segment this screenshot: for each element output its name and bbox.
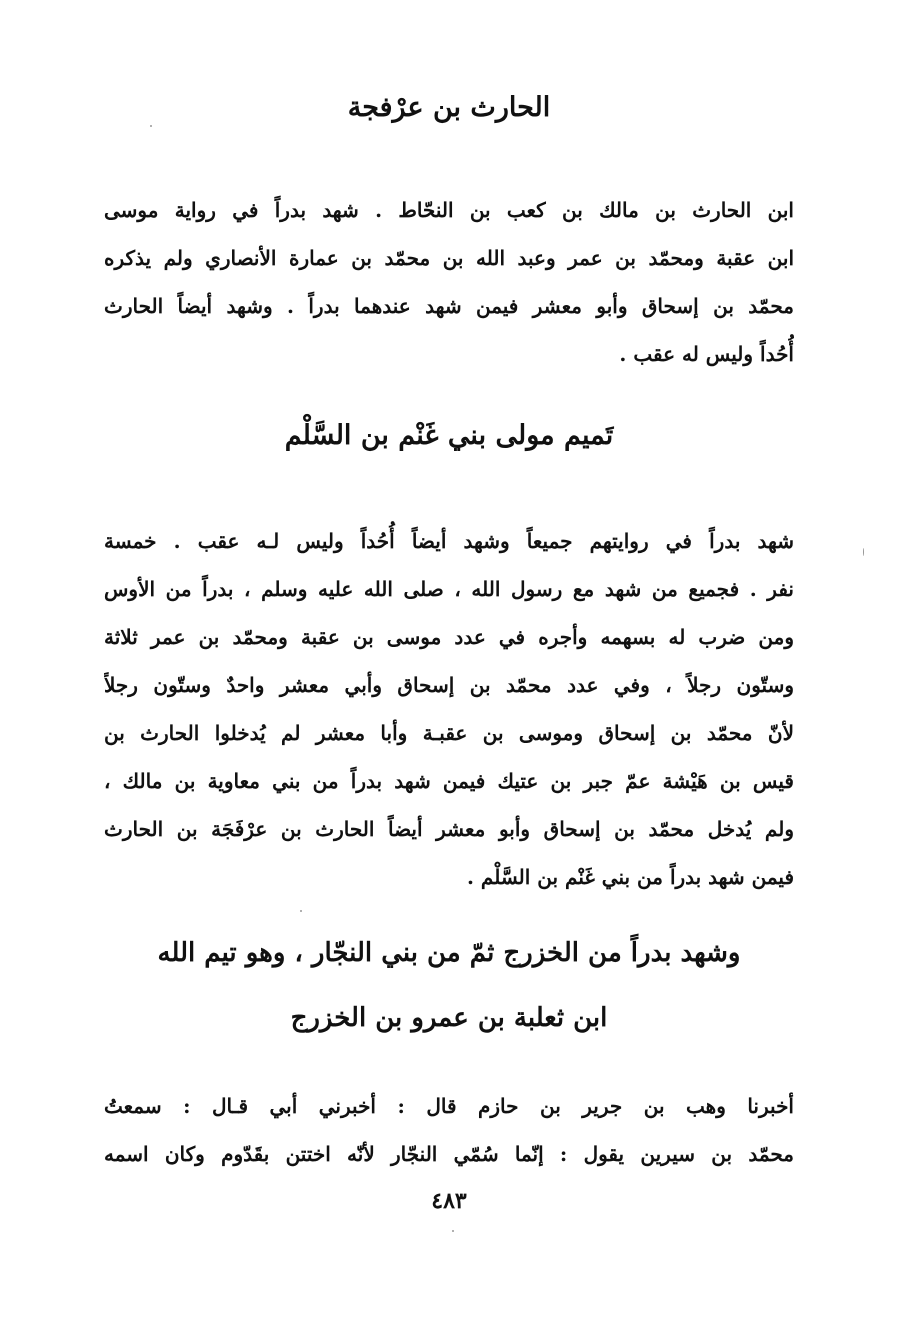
text-line: ومن ضرب له بسهمه وأجره في عدد موسى بن عقبة ومحمّد بن عمر ثلاثة	[104, 625, 794, 649]
scan-speck	[150, 125, 152, 127]
section-title-khazraj-line2: ابن ثعلبة بن عمرو بن الخزرج	[290, 1003, 608, 1033]
text-line: وستّون رجلاً ، وفي عدد محمّد بن إسحاق وأبي معشر واحدٌ وستّون رجلاً	[104, 673, 794, 697]
text-line: أخبرنا وهب بن جرير بن حازم قال : أخبرني أبي قـال : سمعتُ	[104, 1094, 794, 1118]
page-number: ٤٨٣	[431, 1188, 467, 1214]
text-line: نفر . فجميع من شهد مع رسول الله ، صلى الله عليه وسلم ، بدراً من الأوس	[104, 577, 794, 601]
text-line: ابن عقبة ومحمّد بن عمر وعبد الله بن محمّد بن عمارة الأنصاري ولم يذكره	[104, 246, 794, 270]
paragraph-tamim	[104, 517, 794, 901]
section-title-harith: الحارث بن عرْفجة	[347, 92, 551, 123]
section-title-tamim: تَميم مولى بني غَنْم بن السَّلْم	[284, 420, 614, 451]
text-line: ابن الحارث بن مالك بن كعب بن النحّاط . شهد بدراً في رواية موسى	[104, 198, 794, 222]
scan-speck	[452, 1230, 454, 1232]
text-line: شهد بدراً في روايتهم جميعاً وشهد أيضاً أُحُداً وليس لـه عقب . خمسة	[104, 529, 794, 553]
scan-speck	[863, 548, 864, 556]
paragraph-harith	[104, 186, 794, 378]
text-line: محمّد بن إسحاق وأبو معشر فيمن شهد عندهما بدراً . وشهد أيضاً الحارث	[104, 294, 794, 318]
text-line: أُحُداً وليس له عقب .	[619, 342, 794, 366]
section-title-khazraj-line1: وشهد بدراً من الخزرج ثمّ من بني النجّار ، وهو تيم الله	[157, 938, 741, 968]
text-line: محمّد بن سيرين يقول : إنّما سُمّي النجّار لأنّه اختتن بقَدّوم وكان اسمه	[104, 1142, 794, 1166]
paragraph-khazraj	[104, 1082, 794, 1178]
text-line: لأنّ محمّد بن إسحاق وموسى بن عقبـة وأبا معشر لم يُدخلوا الحارث بن	[104, 721, 794, 745]
text-line: قيس بن هَيْشة عمّ جبر بن عتيك فيمن شهد بدراً من بني معاوية بن مالك ،	[104, 769, 794, 793]
text-line: ولم يُدخل محمّد بن إسحاق وأبو معشر أيضاً الحارث بن عرْفَجَة بن الحارث	[104, 817, 794, 841]
text-line: فيمن شهد بدراً من بني غَنْم بن السَّلْم .	[466, 865, 794, 889]
scan-speck	[300, 910, 302, 912]
